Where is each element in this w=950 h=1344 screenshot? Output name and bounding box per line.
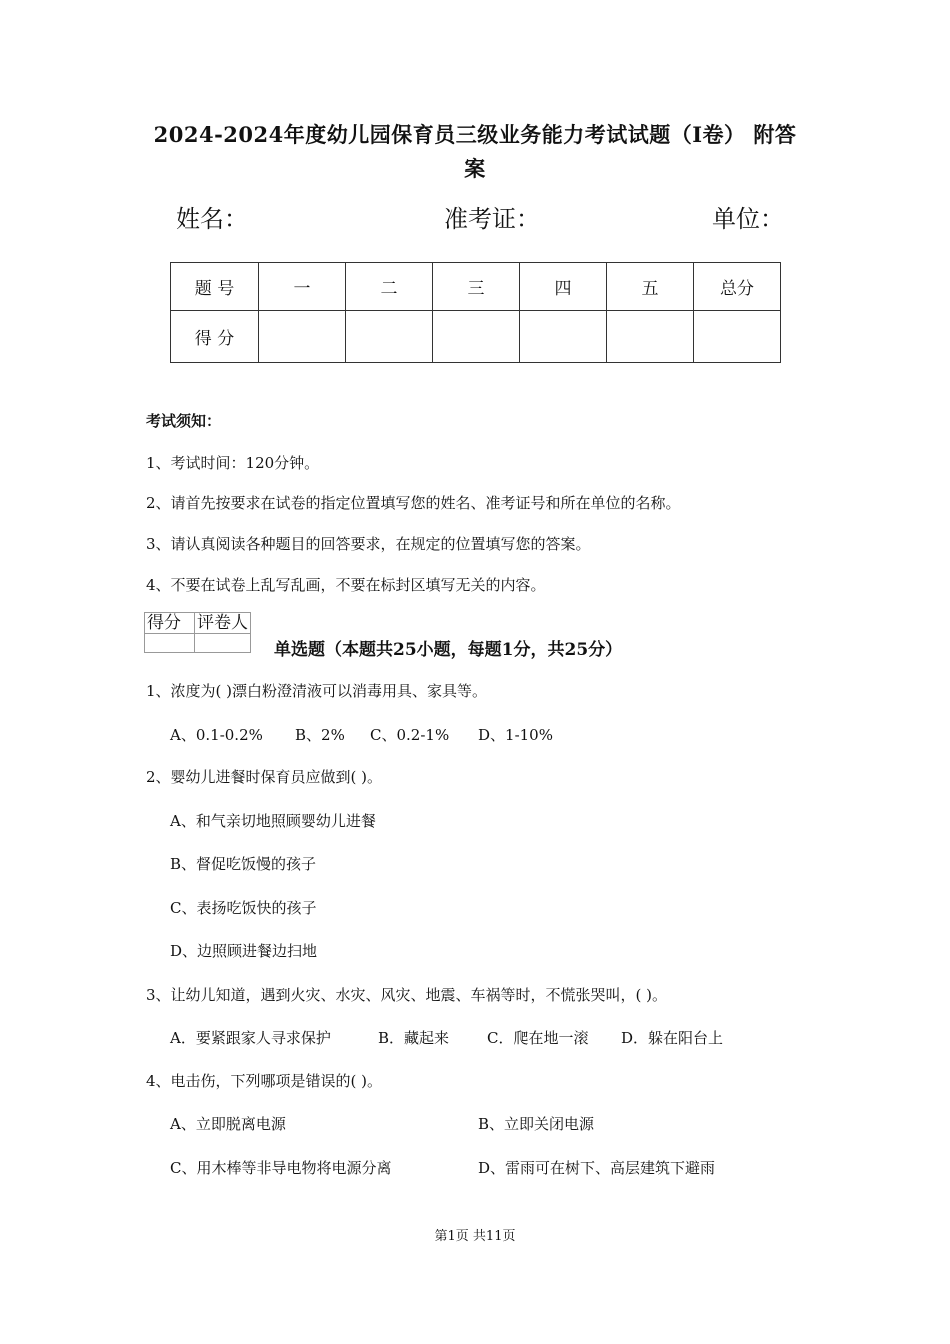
score-header-section-3: 三 xyxy=(433,263,520,311)
question-option: A、立即脱离电源 xyxy=(170,1115,286,1133)
question-option: C、表扬吃饭快的孩子 xyxy=(170,899,317,917)
grader-reviewer-cell[interactable] xyxy=(195,634,251,653)
page-footer: 第1页 共11页 xyxy=(434,1229,516,1244)
grader-reviewer-label: 评卷人 xyxy=(195,613,251,634)
notice-item: 3、请认真阅读各种题目的回答要求，在规定的位置填写您的答案。 xyxy=(146,535,591,553)
question-option: A．要紧跟家人寻求保护 xyxy=(170,1029,331,1047)
grader-header-row xyxy=(145,613,251,634)
question-option: A、0.1-0.2% xyxy=(170,726,263,744)
question-option: D、边照顾进餐边扫地 xyxy=(170,942,318,960)
notice-title: 考试须知： xyxy=(146,412,222,430)
title-line-1: 2024-2024年度幼儿园保育员三级业务能力考试试题（I卷） 附答 xyxy=(153,122,797,147)
question-option: B、立即关闭电源 xyxy=(478,1115,595,1133)
score-header-question-no: 题 号 xyxy=(171,263,259,311)
notice-item: 4、不要在试卷上乱写乱画，不要在标封区填写无关的内容。 xyxy=(146,576,546,594)
question-option: D．躲在阳台上 xyxy=(621,1029,724,1047)
score-cell-4[interactable] xyxy=(520,311,607,363)
score-cell-total[interactable] xyxy=(694,311,781,363)
grader-score-label: 得分 xyxy=(145,613,195,634)
score-table-header-row xyxy=(171,263,781,311)
notice-item: 1、考试时间：120分钟。 xyxy=(146,454,320,472)
score-row-label: 得 分 xyxy=(171,311,259,363)
question-option: B．藏起来 xyxy=(378,1029,450,1047)
name-field-label: 姓名： xyxy=(176,205,248,233)
question-stem: 1、浓度为( )漂白粉澄清液可以消毒用具、家具等。 xyxy=(146,682,488,700)
notice-item: 2、请首先按要求在试卷的指定位置填写您的姓名、准考证号和所在单位的名称。 xyxy=(146,494,681,512)
score-header-total: 总分 xyxy=(694,263,781,311)
grader-input-row xyxy=(145,634,251,653)
score-cell-1[interactable] xyxy=(259,311,346,363)
grader-table xyxy=(144,612,251,653)
question-stem: 2、婴幼儿进餐时保育员应做到( )。 xyxy=(146,768,383,786)
score-table-score-row xyxy=(171,311,781,363)
score-cell-3[interactable] xyxy=(433,311,520,363)
score-header-section-4: 四 xyxy=(520,263,607,311)
question-option: C．爬在地一滚 xyxy=(487,1029,589,1047)
question-option: B、2% xyxy=(295,726,345,744)
question-stem: 3、让幼儿知道，遇到火灾、水灾、风灾、地震、车祸等时，不慌张哭叫，( )。 xyxy=(146,986,668,1004)
grader-score-cell[interactable] xyxy=(145,634,195,653)
question-option: D、1-10% xyxy=(478,726,553,744)
unit-field-label: 单位： xyxy=(712,205,784,233)
score-cell-5[interactable] xyxy=(607,311,694,363)
section-title: 单选题（本题共25小题，每题1分，共25分） xyxy=(274,640,623,660)
exam-number-field-label: 准考证： xyxy=(444,205,540,233)
score-header-section-1: 一 xyxy=(259,263,346,311)
question-option: B、督促吃饭慢的孩子 xyxy=(170,855,317,873)
document-title xyxy=(140,118,810,186)
question-option: C、用木棒等非导电物将电源分离 xyxy=(170,1159,392,1177)
question-option: D、雷雨可在树下、高层建筑下避雨 xyxy=(478,1159,716,1177)
question-stem: 4、电击伤，下列哪项是错误的( )。 xyxy=(146,1072,383,1090)
score-header-section-5: 五 xyxy=(607,263,694,311)
score-table xyxy=(170,262,781,363)
question-option: C、0.2-1% xyxy=(370,726,450,744)
title-line-2: 案 xyxy=(464,156,486,181)
score-header-section-2: 二 xyxy=(346,263,433,311)
score-cell-2[interactable] xyxy=(346,311,433,363)
question-option: A、和气亲切地照顾婴幼儿进餐 xyxy=(170,812,376,830)
